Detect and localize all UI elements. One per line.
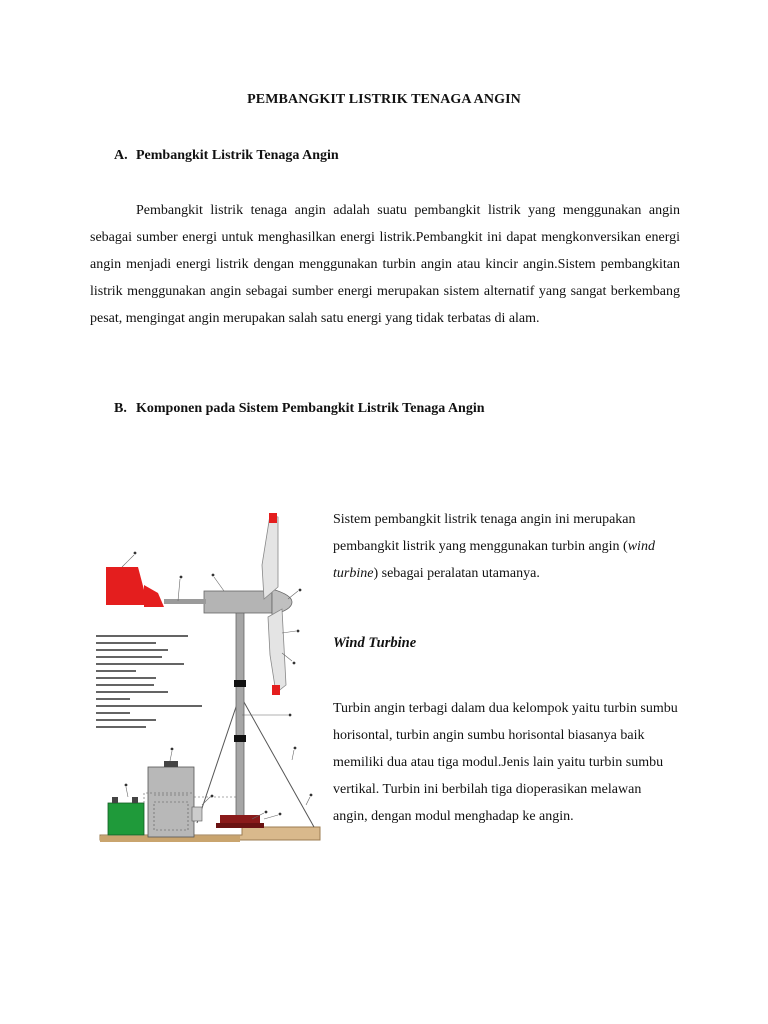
wind-turbine-heading: Wind Turbine — [333, 635, 417, 651]
section-b-marker: B. — [114, 401, 127, 416]
wind-turbine-diagram — [92, 505, 324, 850]
section-a-heading — [114, 148, 339, 164]
document-title: PEMBANGKIT LISTRIK TENAGA ANGIN — [247, 92, 521, 107]
section-a-title: Pembangkit Listrik Tenaga Angin — [136, 148, 339, 163]
wind-turbine-term: wind turbine — [333, 539, 655, 581]
wind-turbine-drawing — [92, 505, 324, 850]
wind-turbine-paragraph: Turbin angin terbagi dalam dua kelompok yaitu turbin sumbu horisontal, turbin angin sumbu horisontal biasanya baik memiliki dua atau tiga modul.Jenis lain yaitu turbin sumbu vertikal. Turbin ini berbilah tiga dioperasikan melawan angin, dengan modul menghadap ke angin. — [333, 701, 678, 824]
section-b-heading — [114, 401, 485, 417]
components-intro-paragraph: Sistem pembangkit listrik tenaga angin ini merupakan pembangkit listrik yang menggunakan turbin angin (wind turbine) sebagai peralatan utamanya. — [333, 512, 655, 581]
section-b-title: Komponen pada Sistem Pembangkit Listrik Tenaga Angin — [136, 401, 485, 416]
section-a-marker: A. — [114, 148, 128, 163]
section-a-paragraph: Pembangkit listrik tenaga angin adalah suatu pembangkit listrik yang menggunakan angin sebagai sumber energi untuk menghasilkan energi listrik.Pembangkit ini dapat mengkonversikan energi angin menjadi energi listrik dengan menggunakan turbin angin atau kincir angin.Sistem pembangkitan listrik menggunakan angin sebagai sumber energi merupakan sistem alternatif yang sangat berkembang pesat, mengingat angin merupakan salah satu energi yang tidak terbatas di alam. — [90, 203, 680, 326]
